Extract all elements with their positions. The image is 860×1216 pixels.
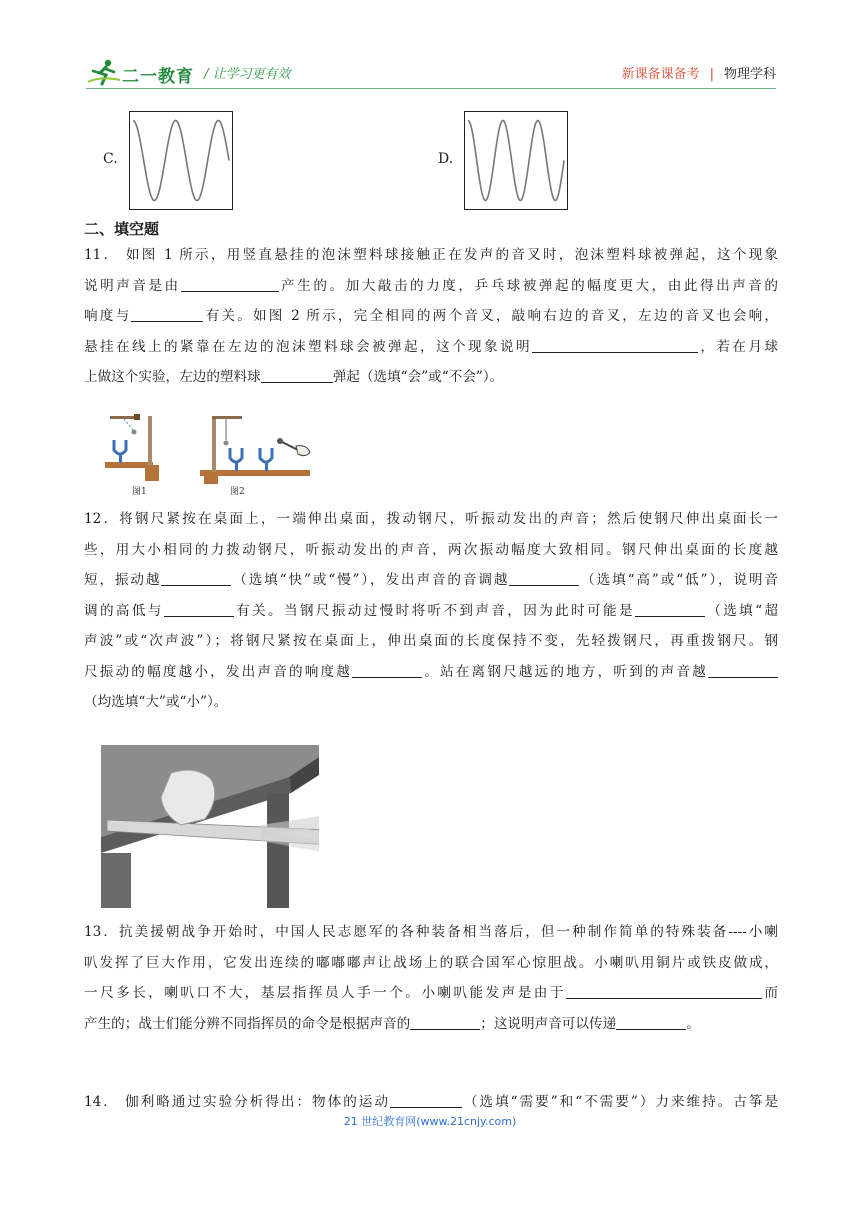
answer-blank[interactable] (708, 661, 778, 678)
q11-line-3: 响度与 有关。如图 2 所示，完全相同的两个音叉，敲响右边的音叉，左边的音叉也会响， (84, 301, 778, 332)
table-leg (101, 853, 131, 908)
header-divider (86, 88, 776, 89)
option-c-label: C. (103, 151, 118, 167)
option-d-waveform (464, 111, 568, 210)
q11-line-4: 悬挂在线上的紧靠在左边的泡沫塑料球会被弹起，这个现象说明 ，若在月球 (84, 332, 778, 363)
runner-logo-icon (86, 58, 122, 86)
ruler-experiment-figure (101, 745, 319, 908)
q12-line-2: 些，用大小相同的力拨动钢尺，听振动发出的声音，两次振动幅度大致相同。钢尺伸出桌面的长度越 (84, 541, 778, 558)
figure-1-caption: 图1 (132, 487, 147, 497)
q11-line-5: 上做这个实验，左边的塑料球 弹起（选填“会”或“不会”）。 (84, 362, 778, 393)
q11-line-2: 说明声音是由 产生的。加大敲击的力度，乒乓球被弹起的幅度更大，由此得出声音的 (84, 271, 778, 302)
question-13 (84, 917, 778, 1039)
answer-blank[interactable] (161, 569, 231, 586)
slogan: / 让学习更有效 (204, 67, 291, 82)
q13-line-1: 13．抗美援朝战争开始时，中国人民志愿军的各种装备相当落后，但一种制作简单的特殊装备----小喇 (84, 924, 778, 940)
table-leg (267, 793, 289, 908)
answer-blank[interactable] (410, 1013, 480, 1030)
subject-label: 物理学科 (723, 67, 776, 82)
question-11 (84, 240, 778, 393)
answer-blank[interactable] (352, 661, 422, 678)
option-c-waveform (129, 111, 233, 210)
q12-line-6: 尺振动的幅度越小，发出声音的响度越 。站在离钢尺越远的地方，听到的声音越 (84, 657, 778, 688)
logo-text: 二一教育 (122, 67, 194, 87)
q13-line-4: 产生的；战士们能分辨不同指挥员的命令是根据声音的 ；这说明声音可以传递 。 (84, 1009, 778, 1040)
course-label: 新课备课备考 (621, 67, 700, 82)
answer-blank[interactable] (164, 600, 234, 617)
tuning-fork-figure (100, 410, 320, 500)
q12-line-7: （均选填“大”或“小”）。 (84, 694, 228, 710)
header-separator: | (709, 67, 714, 82)
q14-line-1: 14． 伽利略通过实验分析得出：物体的运动 （选填“需要”和“不需要”）力来维持。古筝是 (84, 1087, 778, 1118)
q11-line-1: 11． 如图 1 所示，用竖直悬挂的泡沫塑料球接触正在发声的音叉时，泡沫塑料球被弹起，这个现象 (84, 247, 778, 263)
q13-line-3: 一尺多长，喇叭口不大，基层指挥员人手一个。小喇叭能发声是由于 而 (84, 978, 778, 1009)
answer-blank[interactable] (390, 1091, 462, 1108)
answer-blank[interactable] (616, 1013, 686, 1030)
answer-blank[interactable] (509, 569, 579, 586)
q12-line-1: 12．将钢尺紧按在桌面上，一端伸出桌面，拨动钢尺，听振动发出的声音；然后使钢尺伸出桌面长一 (84, 511, 778, 527)
figure-2-tuning-forks (200, 416, 310, 484)
answer-blank[interactable] (131, 305, 203, 322)
header-right (622, 63, 776, 82)
answer-blank[interactable] (261, 366, 333, 383)
page-header (86, 56, 776, 90)
answer-blank[interactable] (181, 275, 279, 292)
section-title: 二、填空题 (84, 220, 160, 238)
answer-blank[interactable] (635, 600, 705, 617)
option-d-label: D. (438, 151, 454, 167)
figure-1-tuning-fork (105, 414, 159, 481)
q13-line-2: 叭发挥了巨大作用，它发出连续的嘟嘟嘟声让战场上的联合国军心惊胆战。小喇叭用铜片或铁皮做成， (84, 954, 778, 971)
q12-line-5: 声波”或“次声波”）；将钢尺紧按在桌面上，伸出桌面的长度保持不变，先轻拨钢尺，再重拨钢尺。钢 (84, 633, 778, 649)
q12-line-3: 短，振动越 （选填“快”或“慢”），发出声音的音调越 （选填“高”或“低”），说明音 (84, 565, 778, 596)
q12-line-4: 调的高低与 有关。当钢尺振动过慢时将听不到声音，因为此时可能是 （选填“超 (84, 596, 778, 627)
question-12 (84, 504, 778, 718)
figure-2-caption: 图2 (230, 487, 245, 497)
answer-blank[interactable] (566, 982, 762, 999)
page-footer: 21 世纪教育网(www.21cnjy.com) (343, 1115, 517, 1128)
answer-blank[interactable] (532, 336, 698, 353)
